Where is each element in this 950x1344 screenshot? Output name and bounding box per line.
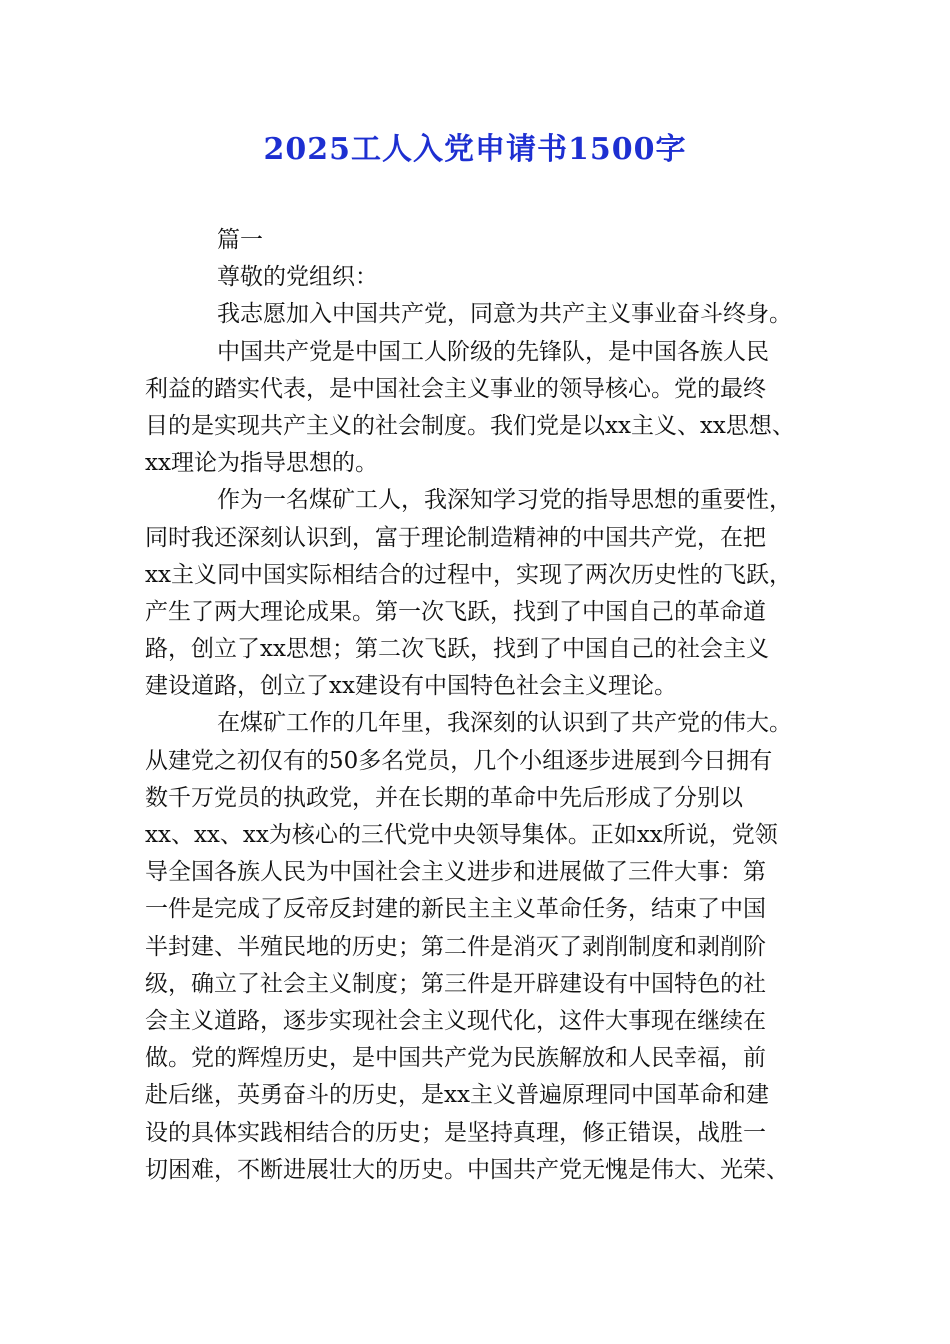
text-line: 同时我还深刻认识到，富于理论制造精神的中国共产党，在把 [145,524,766,551]
text-line: 切困难，不断进展壮大的历史。中国共产党无愧是伟大、光荣、 [145,1156,789,1183]
text-line: 产生了两大理论成果。第一次飞跃，找到了中国自己的革命道 [145,598,766,625]
text-line: 级，确立了社会主义制度；第三件是开辟建设有中国特色的社 [145,970,766,997]
text-line: 目的是实现共产主义的社会制度。我们党是以xx主义、xx思想、 [145,412,795,439]
text-line: 在煤矿工作的几年里，我深刻的认识到了共产党的伟大。 [217,710,792,737]
text-line: xx理论为指导思想的。 [145,450,378,477]
text-line: 我志愿加入中国共产党，同意为共产主义事业奋斗终身。 [217,301,792,328]
text-line: 利益的踏实代表，是中国社会主义事业的领导核心。党的最终 [145,375,766,402]
text-line: 路，创立了xx思想；第二次飞跃，找到了中国自己的社会主义 [145,636,769,663]
text-line: 导全国各族人民为中国社会主义进步和进展做了三件大事：第 [145,859,766,886]
text-line: 赴后继，英勇奋斗的历史，是xx主义普遍原理同中国革命和建 [145,1082,769,1109]
text-line: xx主义同中国实际相结合的过程中，实现了两次历史性的飞跃， [145,561,792,588]
text-line: 一件是完成了反帝反封建的新民主主义革命任务，结束了中国 [145,896,766,923]
document-title: 2025工人入党申请书1500字 [263,132,687,167]
text-line: 中国共产党是中国工人阶级的先锋队，是中国各族人民 [217,338,769,365]
document-body [145,222,825,1189]
text-line: 半封建、半殖民地的历史；第二件是消灭了剥削制度和剥削阶 [145,933,766,960]
text-line: 设的具体实践相结合的历史；是坚持真理，修正错误，战胜一 [145,1119,766,1146]
text-line: 从建党之初仅有的50多名党员，几个小组逐步进展到今日拥有 [145,747,773,774]
text-line: 作为一名煤矿工人，我深知学习党的指导思想的重要性， [217,487,792,514]
text-line: 尊敬的党组织： [217,264,378,291]
text-line: xx、xx、xx为核心的三代党中央领导集体。正如xx所说，党领 [145,822,778,848]
text-line: 数千万党员的执政党，并在长期的革命中先后形成了分别以 [145,784,743,811]
text-line: 做。党的辉煌历史，是中国共产党为民族解放和人民幸福，前 [145,1045,766,1072]
text-line: 篇一 [217,227,263,253]
text-line: 会主义道路，逐步实现社会主义现代化，这件大事现在继续在 [145,1007,766,1034]
text-line: 建设道路，创立了xx建设有中国特色社会主义理论。 [145,673,677,700]
